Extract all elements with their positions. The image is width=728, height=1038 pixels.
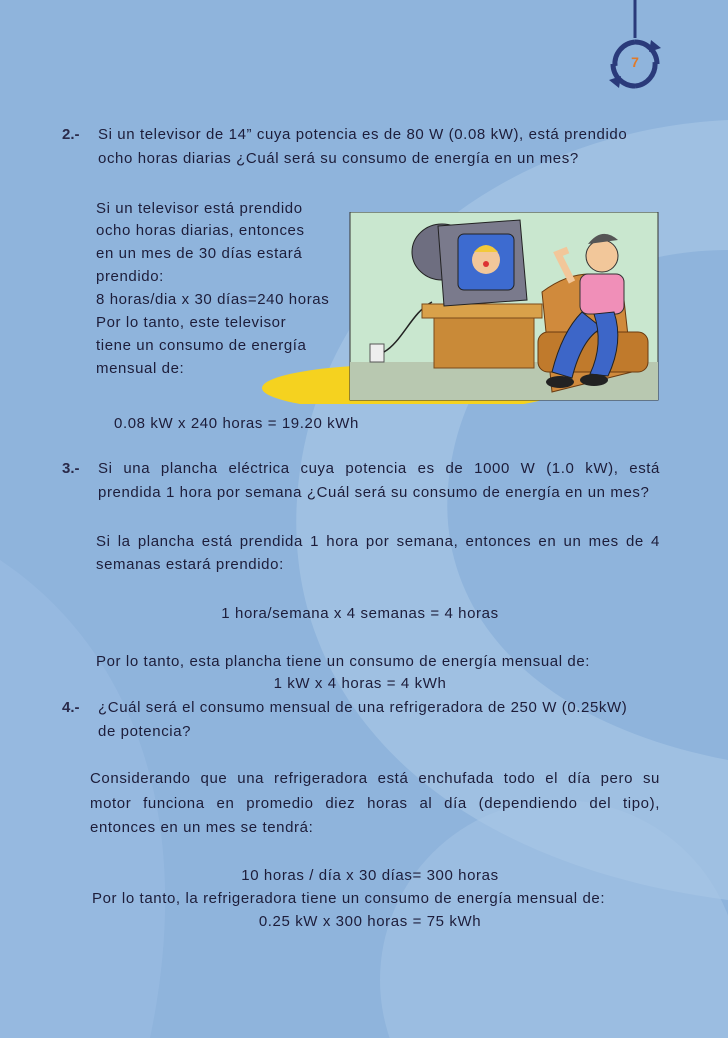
- question-2-line-2: ocho horas diarias ¿Cuál será su consumo de energía en un mes?: [98, 150, 579, 167]
- question-2-line-1: Si un televisor de 14” cuya potencia es de 80 W (0.08 kW), está prendido: [98, 126, 628, 143]
- q3-answer-line-2: semanas estará prendido:: [96, 556, 284, 573]
- question-3-line-2: prendida 1 hora por semana ¿Cuál será su consumo de energía en un mes?: [98, 484, 650, 501]
- question-3-line-1: Si una plancha eléctrica cuya potencia es de 1000 W (1.0 kW), está: [98, 460, 660, 477]
- q3-answer-line-1: Si la plancha está prendida 1 hora por semana, entonces en un mes de 4: [96, 533, 660, 550]
- q2-answer-line-1: Si un televisor está prendido: [96, 200, 303, 217]
- question-3-number: 3.-: [62, 460, 80, 477]
- question-2-number: 2.-: [62, 126, 80, 143]
- q4-answer-line-1: Considerando que una refrigeradora está enchufada todo el día pero su: [90, 770, 660, 787]
- q4-answer-line-4: Por lo tanto, la refrigeradora tiene un consumo de energía mensual de:: [92, 890, 606, 907]
- q3-formula-1: 1 hora/semana x 4 semanas = 4 horas: [221, 605, 499, 622]
- q2-answer-line-8: mensual de:: [96, 360, 185, 377]
- q3-answer-line-3: Por lo tanto, esta plancha tiene un consumo de energía mensual de:: [96, 653, 591, 670]
- q2-formula: 0.08 kW x 240 horas = 19.20 kWh: [114, 415, 359, 432]
- q4-formula-2: 0.25 kW x 300 horas = 75 kWh: [258, 913, 482, 930]
- q2-answer-line-4: prendido:: [96, 268, 164, 285]
- question-4-line-1: ¿Cuál será el consumo mensual de una refrigeradora de 250 W (0.25kW): [98, 699, 628, 716]
- page-number-badge: [605, 0, 665, 90]
- q3-formula-2: 1 kW x 4 horas = 4 kWh: [273, 675, 447, 692]
- q4-answer-line-3: entonces en un mes se tendrá:: [90, 819, 314, 836]
- q2-answer-line-7: tiene un consumo de energía: [96, 337, 307, 354]
- q2-answer-line-6: Por lo tanto, este televisor: [96, 314, 287, 331]
- q2-answer-line-3: en un mes de 30 días estará: [96, 245, 303, 262]
- page-number: 7: [631, 54, 639, 70]
- question-4-number: 4.-: [62, 699, 80, 716]
- q4-formula-1: 10 horas / día x 30 días= 300 horas: [241, 867, 499, 884]
- question-4-line-2: de potencia?: [98, 723, 192, 740]
- q2-answer-line-5: 8 horas/dia x 30 días=240 horas: [96, 291, 330, 308]
- q4-answer-line-2: motor funciona en promedio diez horas al día (dependiendo del tipo),: [90, 795, 660, 812]
- q2-answer-line-2: ocho horas diarias, entonces: [96, 222, 305, 239]
